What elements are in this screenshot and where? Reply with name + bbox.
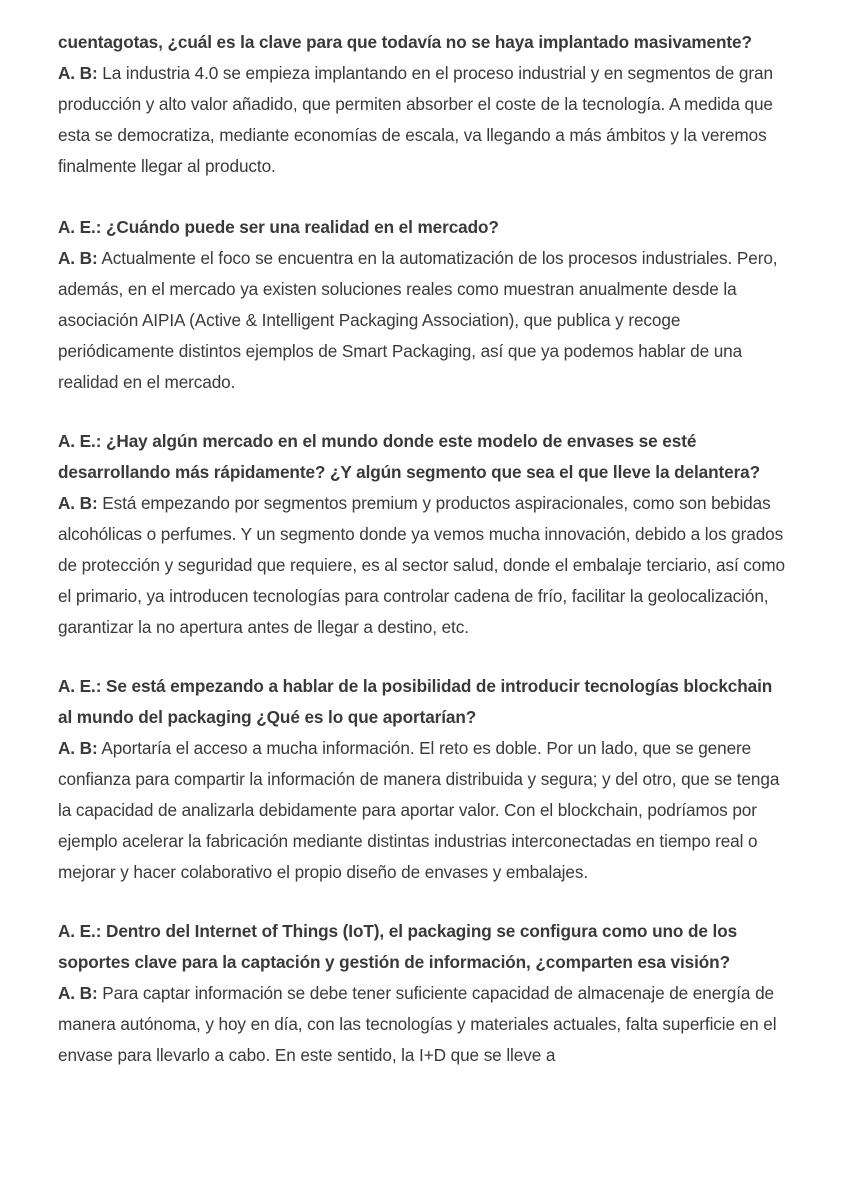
question-speaker: A. E.:: [58, 431, 102, 451]
question-text: [58, 27, 785, 58]
question-speaker: A. E.:: [58, 217, 102, 237]
question-body: Se está empezando a hablar de la posibilidad de introducir tecnologías blockchain al mundo del packaging ¿Qué es lo que aportarían?: [58, 676, 773, 727]
answer-text: [58, 58, 785, 182]
qa-block-3: [58, 426, 785, 643]
question-text: [58, 212, 785, 243]
question-text: [58, 916, 785, 978]
answer-speaker: A. B:: [58, 248, 98, 268]
qa-block-2: [58, 212, 785, 398]
answer-body: Aportaría el acceso a mucha información. El reto es doble. Por un lado, que se genere confianza para compartir la información de manera distribuida y segura; y del otro, que se tenga la capacidad de analizarla debidamente para aportar valor. Con el blockchain, podríamos por ejemplo acelerar la fabricación mediante distintas industrias interconectadas en tiempo real o mejorar y hacer colaborativo el propio diseño de envases y embalajes.: [58, 738, 780, 882]
answer-body: Para captar información se debe tener suficiente capacidad de almacenaje de energía de manera autónoma, y hoy en día, con las tecnologías y materiales actuales, falta superficie en el envase para llevarlo a cabo. En este sentido, la I+D que se lleve a: [58, 983, 777, 1065]
question-text: [58, 426, 785, 488]
answer-text: [58, 243, 785, 398]
qa-block-5: [58, 916, 785, 1071]
answer-speaker: A. B:: [58, 738, 98, 758]
answer-body: La industria 4.0 se empieza implantando en el proceso industrial y en segmentos de gran producción y alto valor añadido, que permiten absorber el coste de la tecnología. A medida que esta se democratiza, mediante economías de escala, va llegando a más ámbitos y la veremos finalmente llegar al producto.: [58, 63, 773, 176]
answer-speaker: A. B:: [58, 493, 98, 513]
answer-text: [58, 488, 785, 643]
question-text: [58, 671, 785, 733]
answer-text: [58, 978, 785, 1071]
question-body: ¿Cuándo puede ser una realidad en el mercado?: [101, 217, 499, 237]
question-body: ¿Hay algún mercado en el mundo donde este modelo de envases se esté desarrollando más rápidamente? ¿Y algún segmento que sea el que lleve la delantera?: [58, 431, 761, 482]
question-speaker: A. E.:: [58, 921, 102, 941]
question-speaker: A. E.:: [58, 676, 102, 696]
answer-body: Está empezando por segmentos premium y productos aspiracionales, como son bebidas alcohólicas o perfumes. Y un segmento donde ya vemos mucha innovación, debido a los grados de protección y seguridad que requiere, es al sector salud, donde el embalaje terciario, así como el primario, ya introducen tecnologías para controlar cadena de frío, facilitar la geolocalización, garantizar la no apertura antes de llegar a destino, etc.: [58, 493, 785, 637]
question-body: Dentro del Internet of Things (IoT), el packaging se configura como uno de los soportes clave para la captación y gestión de información, ¿comparten esa visión?: [58, 921, 738, 972]
question-body: cuentagotas, ¿cuál es la clave para que todavía no se haya implantado masivamente?: [58, 32, 752, 52]
answer-text: [58, 733, 785, 888]
qa-block-4: [58, 671, 785, 888]
answer-body: Actualmente el foco se encuentra en la automatización de los procesos industriales. Pero, además, en el mercado ya existen soluciones reales como muestran anualmente desde la asociación AIPIA (Active & Intelligent Packaging Association), que publica y recoge periódicamente distintos ejemplos de Smart Packaging, así que ya podemos hablar de una realidad en el mercado.: [58, 248, 778, 392]
answer-speaker: A. B:: [58, 63, 98, 83]
qa-block-1: [58, 27, 785, 182]
answer-speaker: A. B:: [58, 983, 98, 1003]
